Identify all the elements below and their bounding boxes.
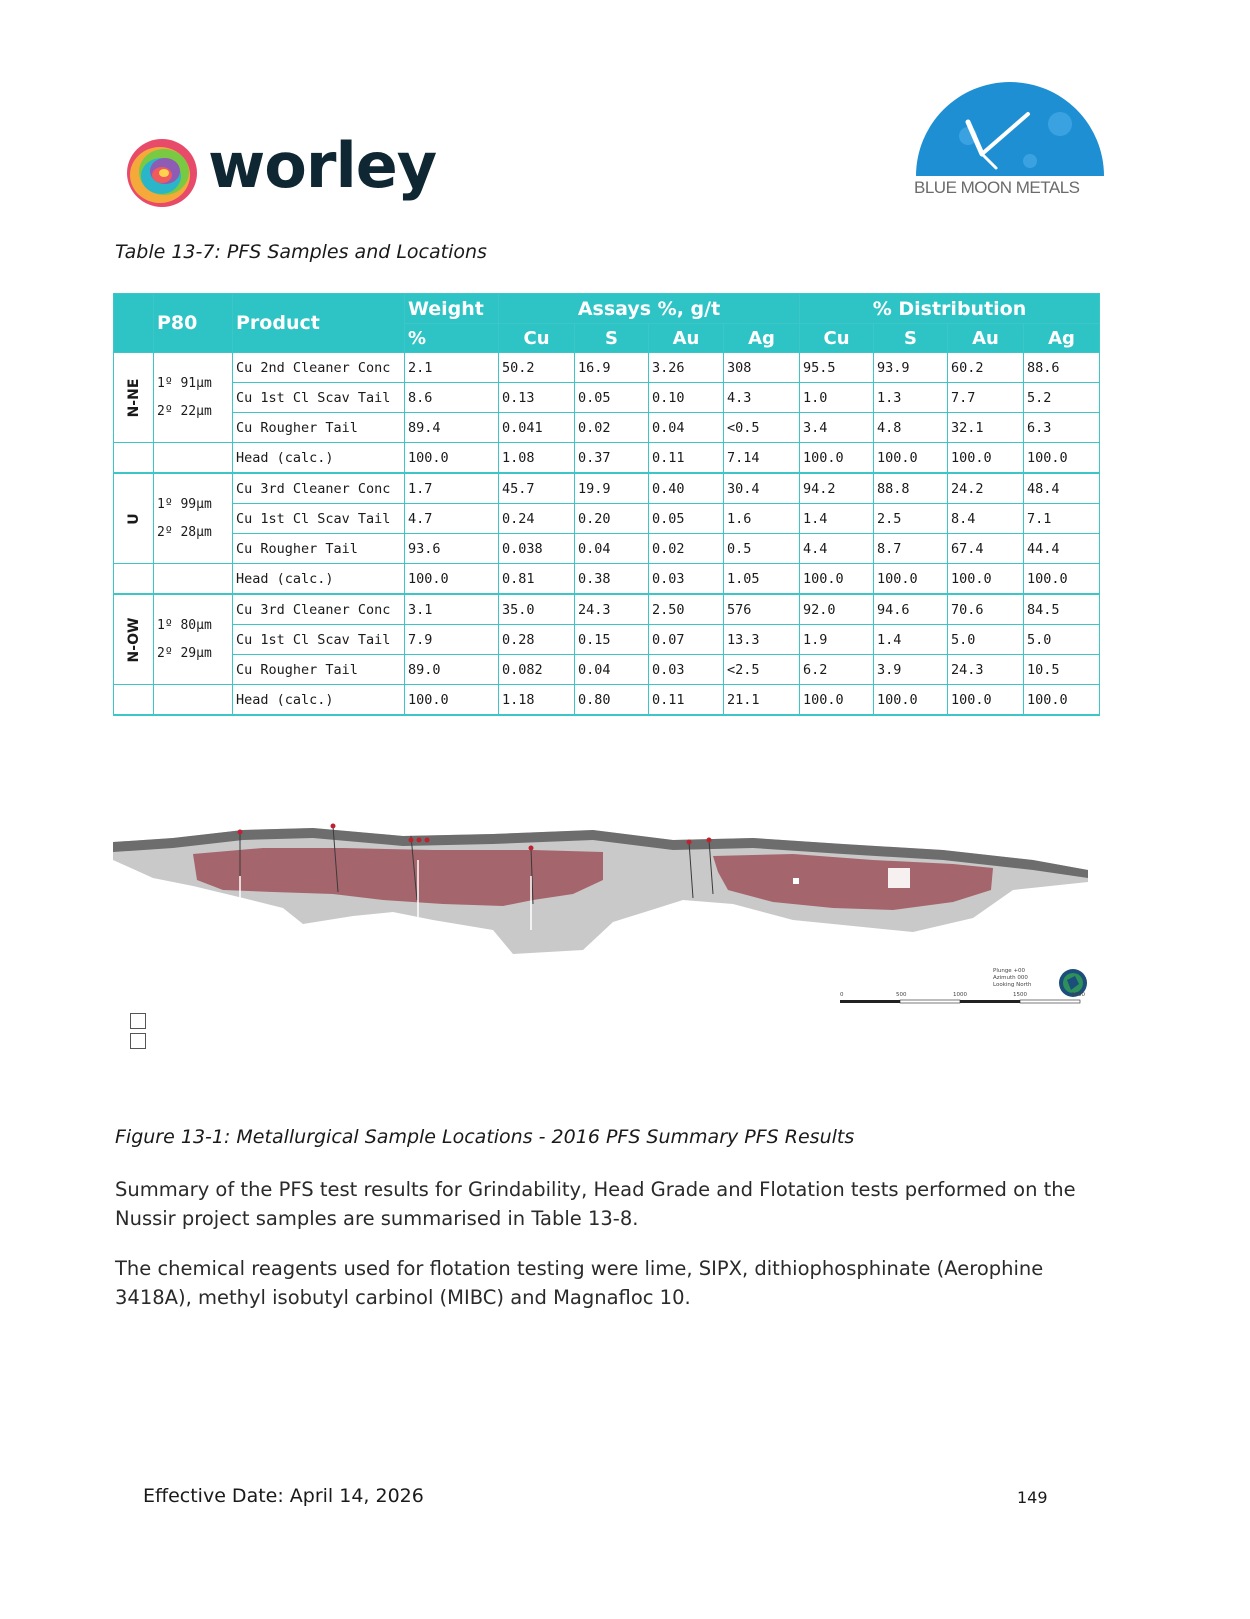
assay-cell: 0.11 [649,685,724,716]
distribution-cell: 92.0 [800,594,874,625]
table-row [114,473,1100,504]
header-assay-cu: Cu [499,324,575,353]
p80-blank [154,564,233,595]
assay-cell: 0.03 [649,655,724,685]
distribution-cell: 93.9 [874,353,948,383]
assay-cell: 1.6 [724,504,800,534]
page-number: 149 [1017,1488,1048,1507]
product-cell: Cu Rougher Tail [233,413,405,443]
p80-value: 1º 91µm [157,375,212,391]
distribution-cell: 10.5 [1024,655,1100,685]
p80-value: 1º 99µm [157,496,212,512]
assay-cell: 0.10 [649,383,724,413]
distribution-cell: 5.0 [948,625,1024,655]
p80-cell [154,594,233,685]
figure-checkbox-1[interactable] [130,1013,146,1029]
assay-cell: 0.81 [499,564,575,595]
p80-value: 2º 29µm [157,645,212,661]
product-cell: Cu 3rd Cleaner Conc [233,594,405,625]
assay-cell: <0.5 [724,413,800,443]
distribution-cell: 1.0 [800,383,874,413]
weight-cell: 100.0 [405,685,499,716]
weight-cell: 100.0 [405,443,499,474]
assay-cell: 0.041 [499,413,575,443]
p80-value: 2º 22µm [157,403,212,419]
header-weight: Weight [405,294,499,324]
distribution-cell: 94.6 [874,594,948,625]
region-label [114,353,154,443]
header-dist-au: Au [948,324,1024,353]
table-row [114,383,1100,413]
worley-wordmark: worley [208,129,437,202]
distribution-cell: 5.2 [1024,383,1100,413]
p80-blank [154,685,233,716]
header-dist-ag: Ag [1024,324,1100,353]
assay-cell: 50.2 [499,353,575,383]
distribution-cell: 94.2 [800,473,874,504]
distribution-cell: 100.0 [1024,564,1100,595]
effective-date: Effective Date: April 14, 2026 [143,1485,424,1507]
scale-bar [840,1000,1080,1003]
assay-cell: 0.38 [575,564,649,595]
distribution-cell: 84.5 [1024,594,1100,625]
assay-cell: 0.13 [499,383,575,413]
distribution-cell: 1.3 [874,383,948,413]
assay-cell: 0.082 [499,655,575,685]
assay-cell: 0.5 [724,534,800,564]
distribution-cell: 100.0 [948,564,1024,595]
assay-cell: 0.28 [499,625,575,655]
distribution-cell: 67.4 [948,534,1024,564]
distribution-cell: 3.4 [800,413,874,443]
header-weight-unit: % [405,324,499,353]
distribution-cell: 100.0 [800,443,874,474]
figure-legend-azimuth: Azimuth 000 [993,975,1028,981]
assay-cell: 0.04 [575,655,649,685]
product-cell: Cu 2nd Cleaner Conc [233,353,405,383]
assay-cell: 21.1 [724,685,800,716]
assay-cell: 576 [724,594,800,625]
weight-cell: 100.0 [405,564,499,595]
assay-cell: 0.04 [649,413,724,443]
assay-cell: 45.7 [499,473,575,504]
table-row [114,353,1100,383]
header-assays: Assays %, g/t [499,294,800,324]
distribution-cell: 4.8 [874,413,948,443]
distribution-cell: 100.0 [800,685,874,716]
header-p80: P80 [154,294,233,353]
p80-blank [154,443,233,474]
weight-cell: 2.1 [405,353,499,383]
table-row [114,655,1100,685]
assay-cell: 35.0 [499,594,575,625]
distribution-cell: 100.0 [1024,443,1100,474]
assay-cell: 7.14 [724,443,800,474]
assay-cell: 0.11 [649,443,724,474]
product-cell: Head (calc.) [233,685,405,716]
distribution-cell: 24.3 [948,655,1024,685]
table-row [114,413,1100,443]
scale-label-1500: 1500 [1013,992,1027,998]
assay-cell: 0.05 [649,504,724,534]
product-cell: Cu 1st Cl Scav Tail [233,383,405,413]
region-label [114,594,154,685]
scale-label-2000: 2000 [1071,992,1085,998]
assay-cell: 1.05 [724,564,800,595]
region-label-text: N-NE [125,378,142,417]
summary-paragraph: Summary of the PFS test results for Grindability, Head Grade and Flotation tests performed on the Nussir project samples are summarised in Table 13-8. [115,1178,1076,1230]
reagents-paragraph: The chemical reagents used for flotation testing were lime, SIPX, dithiophosphinate (Aerophine 3418A), methyl isobutyl carbinol (MIBC) and Magnafloc 10. [115,1257,1044,1309]
distribution-cell: 95.5 [800,353,874,383]
product-cell: Head (calc.) [233,564,405,595]
worley-swirl-icon [124,135,200,211]
weight-cell: 1.7 [405,473,499,504]
distribution-cell: 7.7 [948,383,1024,413]
figure-caption: Figure 13-1: Metallurgical Sample Locations - 2016 PFS Summary PFS Results [115,1126,855,1148]
weight-cell: 89.4 [405,413,499,443]
distribution-cell: 44.4 [1024,534,1100,564]
product-cell: Cu Rougher Tail [233,655,405,685]
distribution-cell: 100.0 [948,443,1024,474]
p80-value: 2º 28µm [157,524,212,540]
distribution-cell: 6.3 [1024,413,1100,443]
assay-cell: 0.038 [499,534,575,564]
region-blank [114,564,154,595]
pfs-samples-table [113,293,1100,716]
product-cell: Cu Rougher Tail [233,534,405,564]
table-row [114,504,1100,534]
region-blank [114,685,154,716]
header-product: Product [233,294,405,353]
distribution-cell: 100.0 [800,564,874,595]
region-label [114,473,154,564]
assay-cell: 1.18 [499,685,575,716]
blue-moon-metals-logo [910,76,1110,206]
assay-cell: <2.5 [724,655,800,685]
distribution-cell: 8.7 [874,534,948,564]
product-cell: Head (calc.) [233,443,405,474]
distribution-cell: 100.0 [874,443,948,474]
distribution-cell: 100.0 [1024,685,1100,716]
distribution-cell: 100.0 [874,564,948,595]
p80-cell [154,473,233,564]
product-cell: Cu 1st Cl Scav Tail [233,625,405,655]
header-assay-au: Au [649,324,724,353]
assay-cell: 0.02 [649,534,724,564]
metallurgical-sample-locations-figure [113,820,1103,1035]
weight-cell: 89.0 [405,655,499,685]
assay-cell: 30.4 [724,473,800,504]
distribution-cell: 6.2 [800,655,874,685]
assay-cell: 0.37 [575,443,649,474]
assay-cell: 0.80 [575,685,649,716]
scale-label-0: 0 [840,992,844,998]
distribution-cell: 70.6 [948,594,1024,625]
distribution-cell: 3.9 [874,655,948,685]
p80-cell [154,353,233,443]
assay-cell: 0.02 [575,413,649,443]
distribution-cell: 48.4 [1024,473,1100,504]
distribution-cell: 100.0 [948,685,1024,716]
assay-cell: 0.05 [575,383,649,413]
distribution-cell: 1.4 [874,625,948,655]
assay-cell: 0.03 [649,564,724,595]
table-row [114,564,1100,595]
table-row [114,534,1100,564]
moon-clock-icon [910,76,1110,178]
table-row [114,625,1100,655]
assay-cell: 24.3 [575,594,649,625]
worley-logo [124,129,437,213]
header-blank [114,294,154,353]
product-cell: Cu 3rd Cleaner Conc [233,473,405,504]
header-dist-cu: Cu [800,324,874,353]
assay-cell: 0.20 [575,504,649,534]
assay-cell: 308 [724,353,800,383]
p80-value: 1º 80µm [157,617,212,633]
assay-cell: 16.9 [575,353,649,383]
weight-cell: 4.7 [405,504,499,534]
table-row [114,443,1100,474]
distribution-cell: 60.2 [948,353,1024,383]
figure-legend-plunge: Plunge +00 [993,968,1026,974]
assay-cell: 0.24 [499,504,575,534]
assay-cell: 4.3 [724,383,800,413]
assay-cell: 0.40 [649,473,724,504]
weight-cell: 3.1 [405,594,499,625]
distribution-cell: 88.8 [874,473,948,504]
header-assay-ag: Ag [724,324,800,353]
blue-moon-wordmark: BLUE MOON METALS [914,178,1080,197]
scale-label-1000: 1000 [953,992,967,998]
region-label-text: U [125,512,142,525]
distribution-cell: 1.4 [800,504,874,534]
assay-cell: 1.08 [499,443,575,474]
table-caption: Table 13-7: PFS Samples and Locations [115,241,487,263]
weight-cell: 8.6 [405,383,499,413]
table-row [114,594,1100,625]
assay-cell: 0.15 [575,625,649,655]
weight-cell: 7.9 [405,625,499,655]
region-label-text: N-OW [125,617,142,662]
distribution-cell: 2.5 [874,504,948,534]
assay-cell: 19.9 [575,473,649,504]
distribution-cell: 8.4 [948,504,1024,534]
assay-cell: 3.26 [649,353,724,383]
header-distribution: % Distribution [800,294,1100,324]
figure-legend-looking: Looking North [993,982,1032,988]
region-blank [114,443,154,474]
assay-cell: 0.07 [649,625,724,655]
distribution-cell: 88.6 [1024,353,1100,383]
distribution-cell: 4.4 [800,534,874,564]
header-assay-s: S [575,324,649,353]
distribution-cell: 1.9 [800,625,874,655]
distribution-cell: 5.0 [1024,625,1100,655]
assay-cell: 2.50 [649,594,724,625]
header-dist-s: S [874,324,948,353]
scale-label-500: 500 [896,992,907,998]
weight-cell: 93.6 [405,534,499,564]
assay-cell: 0.04 [575,534,649,564]
product-cell: Cu 1st Cl Scav Tail [233,504,405,534]
assay-cell: 13.3 [724,625,800,655]
figure-checkbox-2[interactable] [130,1033,146,1049]
distribution-cell: 24.2 [948,473,1024,504]
distribution-cell: 32.1 [948,413,1024,443]
table-row [114,685,1100,716]
distribution-cell: 100.0 [874,685,948,716]
distribution-cell: 7.1 [1024,504,1100,534]
